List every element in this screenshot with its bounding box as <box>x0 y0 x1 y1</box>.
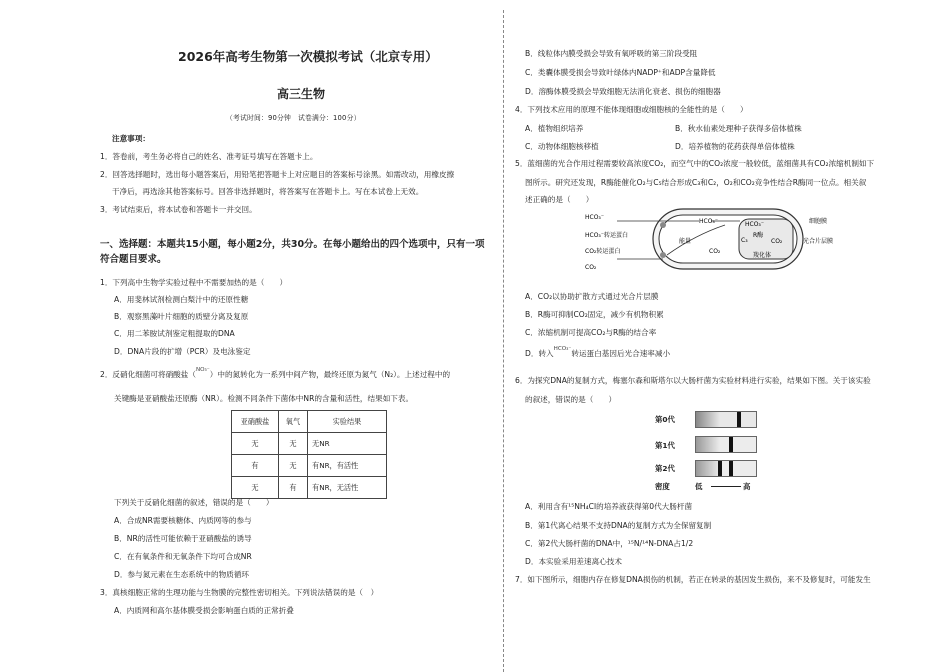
exam-info: （考试时间：90分钟 试卷满分：100分） <box>226 114 361 122</box>
q1-option-b: B．观察黑藻叶片细胞的质壁分离及复原 <box>114 312 249 321</box>
table-row <box>232 455 387 477</box>
q1-option-a: A．用斐林试剂检测白梨汁中的还原性糖 <box>114 295 249 304</box>
q3-option-c: C．类囊体膜受损会导致叶绿体内NADP⁺和ADP含量降低 <box>525 68 716 77</box>
co2-inner-label: CO₂ <box>771 238 783 245</box>
q5-option-a: A．CO₂以协助扩散方式通过光合片层膜 <box>525 292 659 301</box>
hco3-inner-label: HCO₃⁻ <box>745 221 764 228</box>
q6-option-b: B．第1代离心结果不支持DNA的复制方式为全保留复制 <box>525 521 712 530</box>
q4-option-a: A．植物组织培养 <box>525 124 584 133</box>
co2-concentrating-figure <box>585 205 845 275</box>
gel-band <box>729 461 733 476</box>
co2-bottom-label: CO₂ <box>585 264 597 271</box>
q4-option-b: B．秋水仙素处理种子获得多倍体植株 <box>675 124 802 133</box>
column-divider <box>503 10 504 672</box>
gen0-label: 第0代 <box>655 415 675 424</box>
q2-option-c: C．在有氧条件和无氧条件下均可合成NR <box>114 552 252 561</box>
co2-left-label: CO₂ <box>709 248 721 255</box>
co2-transporter-shape <box>660 252 666 258</box>
q5-option-c: C．浓缩机制可提高CO₂与R酶的结合率 <box>525 328 657 337</box>
q1-stem: 1．下列高中生物学实验过程中不需要加热的是（ ） <box>100 278 288 287</box>
gen2-label: 第2代 <box>655 464 675 473</box>
q3-option-d: D．溶酶体膜受损会导致细胞无法消化衰老、损伤的细胞器 <box>525 87 721 96</box>
gel-band <box>729 437 733 452</box>
q5-stem-line3: 述正确的是（ ） <box>525 195 594 204</box>
q7-stem: 7．如下图所示，细胞内存在修复DNA损伤的机制，若正在转录的基因发生损伤，来不及修复时，可能发生 <box>515 575 871 584</box>
density-high-label: 高 <box>743 482 751 491</box>
q4-option-c: C．动物体细胞核移植 <box>525 142 599 151</box>
table-cell: 无 <box>232 433 279 455</box>
table-header-row <box>232 411 387 433</box>
q4-stem: 4．下列技术应用的原理不能体现细胞或细胞核的全能性的是（ ） <box>515 105 748 114</box>
q5-stem-line2: 图所示。研究还发现，R酶能催化O₂与C₅结合形成C₃和C₂，O₂和CO₂竞争性结合R酶同一位点。相关叙 <box>525 178 867 187</box>
q5-stem-line1: 5．蓝细菌的光合作用过程需要较高浓度CO₂，而空气中的CO₂浓度一般较低，蓝细菌具有CO₂浓缩机制如下 <box>515 159 875 168</box>
thylakoid-label: 光合片层膜 <box>803 238 834 245</box>
q2-stem-line1 <box>100 369 450 382</box>
q3-option-a: A．内质网和高尔基体膜受损会影响蛋白质的正常折叠 <box>114 606 294 615</box>
co2-transporter-label: CO₂转运蛋白 <box>585 248 621 255</box>
gel-band <box>737 412 741 427</box>
table-cell: 有 <box>232 455 279 477</box>
q3-stem: 3．真核细胞正常的生理功能与生物膜的完整性密切相关。下列说法错误的是（ ） <box>100 588 379 597</box>
gen0-gel-strip <box>695 411 757 428</box>
cell-membrane-label: 细胞膜 <box>809 218 828 225</box>
table-row <box>232 477 387 499</box>
note-item: 3．考试结束后，将本试卷和答题卡一并交回。 <box>100 205 257 214</box>
section-heading <box>100 237 492 267</box>
q1-option-d: D．DNA片段的扩增（PCR）及电泳鉴定 <box>114 347 251 356</box>
q2-question: 下列关于反硝化细菌的叙述，错误的是（ ） <box>114 498 274 507</box>
q6-stem-line2: 的叙述，错误的是（ ） <box>525 395 617 404</box>
q2-option-b: B．NR的活性可能依赖于亚硝酸盐的诱导 <box>114 534 252 543</box>
note-item: 干净后，再选涂其他答案标号。回答非选择题时，将答案写在答题卡上。写在本试卷上无效。 <box>112 187 424 196</box>
q6-option-d: D．本实验采用差速离心技术 <box>525 557 622 566</box>
q6-stem-line1: 6．为探究DNA的复制方式，梅塞尔森和斯塔尔以大肠杆菌为实验材料进行实验，结果如下图。关于该实验 <box>515 376 871 385</box>
density-low-label: 低 <box>695 482 703 491</box>
q2-stem-line2: 关键酶是亚硝酸盐还原酶（NR）。检测不同条件下菌体中NR的含量和活性，结果如下表。 <box>114 394 414 403</box>
q5-option-b: B．R酶可抑制CO₂固定，减少有机物积累 <box>525 310 664 319</box>
q1-option-c: C．用二苯胺试剂鉴定粗提取的DNA <box>114 329 235 338</box>
table-header-cell: 实验结果 <box>308 411 387 433</box>
hco3-transporter-shape <box>660 222 666 228</box>
q2-option-a: A．合成NR需要核糖体、内质网等的参与 <box>114 516 252 525</box>
note-item: 1．答卷前，考生务必将自己的姓名、准考证号填写在答题卡上。 <box>100 152 318 161</box>
table-header-cell: 氧气 <box>279 411 308 433</box>
q4-option-d: D．培养植物的花药获得单倍体植株 <box>675 142 795 151</box>
section-heading-line1: 一、选择题：本题共15小题，每小题2分，共30分。在每小题给出的四个选项中，只有一项 <box>100 239 485 250</box>
table-cell: 无NR <box>308 433 387 455</box>
q2-stem-b: ）中的氮转化为一系列中间产物，最终还原为氮气（N₂）。上述过程中的 <box>209 370 451 379</box>
table-header-cell: 亚硝酸盐 <box>232 411 279 433</box>
table-cell: 无 <box>279 455 308 477</box>
renzyme-label: R酶 <box>753 232 764 239</box>
density-label: 密度 <box>655 482 670 491</box>
q2-nitrate-formula: NO₃⁻ <box>195 367 210 373</box>
section-heading-line2: 符合题目要求。 <box>100 254 167 265</box>
note-item: 2．回答选择题时，选出每小题答案后，用铅笔把答题卡上对应题目的答案标号涂黑。如需改动，用橡皮擦 <box>100 170 455 179</box>
q5-option-d-b: 转运蛋白基因后光合速率减小 <box>571 349 671 358</box>
c3-label: C₃ <box>741 237 748 244</box>
q5-option-d-a: D．转入 <box>525 349 554 358</box>
q2-result-table <box>231 410 387 499</box>
table-cell: 有 <box>279 477 308 499</box>
hco3-top-label: HCO₃⁻ <box>585 214 604 221</box>
energy-label: 能量 <box>679 238 692 245</box>
gen2-gel-strip <box>695 460 757 477</box>
q5-option-d-formula: HCO₃⁻ <box>553 346 572 352</box>
q5-option-d <box>525 348 670 361</box>
q2-option-d: D．参与氮元素在生态系统中的物质循环 <box>114 570 249 579</box>
table-cell: 无 <box>279 433 308 455</box>
table-row <box>232 433 387 455</box>
hco3-mid-label: HCO₃⁻ <box>699 218 718 225</box>
gen1-label: 第1代 <box>655 441 675 450</box>
table-cell: 有NR，无活性 <box>308 477 387 499</box>
q6-option-a: A．利用含有¹⁵NH₄Cl的培养液获得第0代大肠杆菌 <box>525 502 693 511</box>
density-arrow <box>711 486 741 487</box>
hco3-transporter-label: HCO₃⁻转运蛋白 <box>585 232 628 239</box>
table-cell: 无 <box>232 477 279 499</box>
q2-stem-a: 2．反硝化细菌可将硝酸盐（ <box>100 370 196 379</box>
notes-heading: 注意事项： <box>112 134 150 143</box>
exam-title: 2026年高考生物第一次模拟考试（北京专用） <box>178 49 438 64</box>
gel-band <box>718 461 722 476</box>
table-cell: 有NR，有活性 <box>308 455 387 477</box>
exam-subtitle: 高三生物 <box>277 87 326 101</box>
q6-option-c: C．第2代大肠杆菌的DNA中，¹⁵N/¹⁴N-DNA占1/2 <box>525 539 694 548</box>
carboxysome-label: 羧化体 <box>753 252 772 259</box>
q3-option-b: B．线粒体内膜受损会导致有氧呼吸的第三阶段受阻 <box>525 49 698 58</box>
gen1-gel-strip <box>695 436 757 453</box>
